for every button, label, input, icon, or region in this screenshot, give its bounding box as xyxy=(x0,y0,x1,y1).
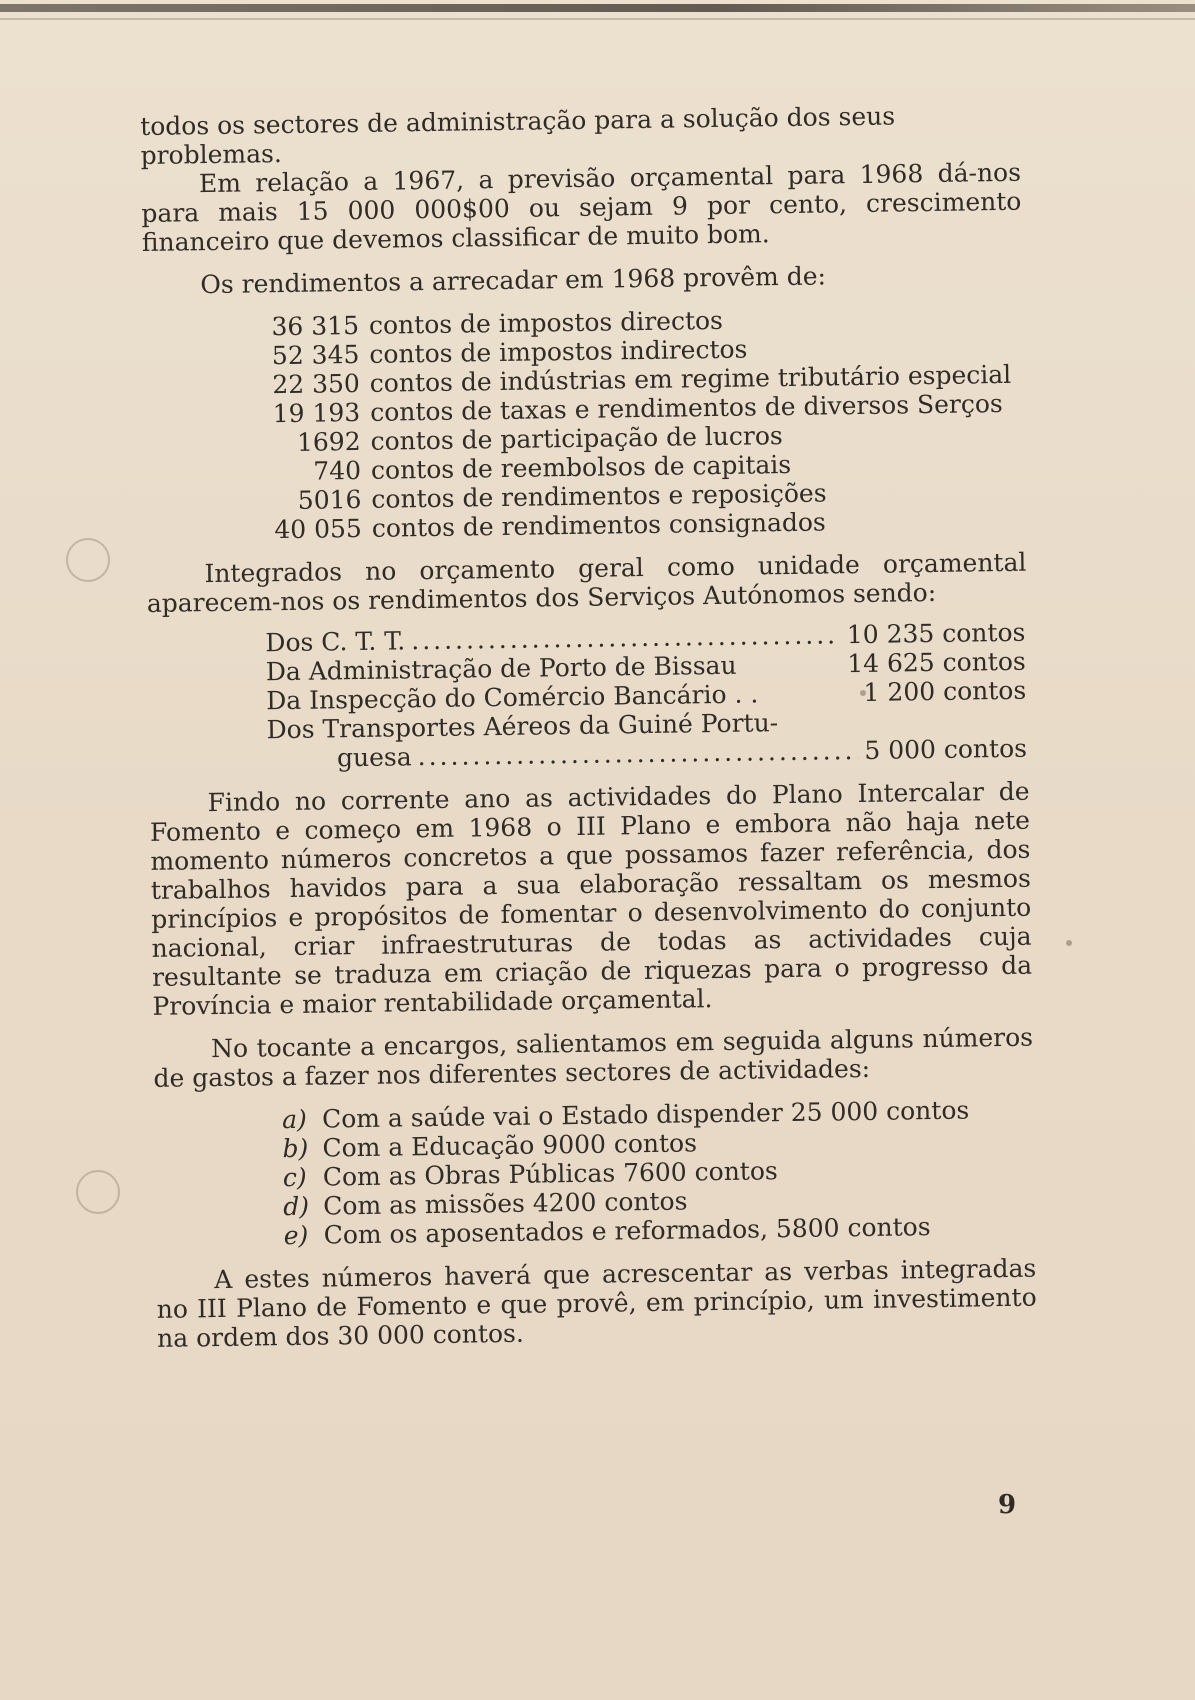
punch-hole-mark xyxy=(66,538,110,582)
paragraph-budget: Em relação a 1967, a previsão orçamental para 1968 dá-nos para mais 15 000 000$00 ou sejam 9 por cento, crescimento financeiro que devemos classificar de muito bom. xyxy=(141,157,1022,257)
service-name: Dos Transportes Aéreos da Guiné Portu- xyxy=(266,708,779,745)
revenue-amount: 19 193 xyxy=(272,397,361,429)
expense-letter: e) xyxy=(283,1220,309,1251)
revenue-text: contos de indústrias em regime tributário especial xyxy=(369,359,1012,398)
revenue-amount: 36 315 xyxy=(271,310,360,342)
paragraph-plano: Findo no corrente ano as actividades do Plano Intercalar de Fomento e começo em 1968 o III Plano e embora não haja nete momento números concretos a que possamos fazer referência, dos trabalhos havidos para a sua elaboração ressaltam os mesmos princípios e propósitos de fomentar o desenvolvimento do conjunto nacional, criar infraestruturas de todas as actividades cuja resultante se traduza em criação de riquezas para o progresso da Província e maior rentabilidade orçamental. xyxy=(149,776,1033,1021)
expense-text: Com as Obras Públicas 7600 contos xyxy=(322,1156,778,1192)
expense-letter: b) xyxy=(282,1133,309,1164)
dot-leader xyxy=(411,620,841,655)
revenue-text: contos de impostos indirectos xyxy=(369,334,748,369)
paragraph-revenues-intro: Os rendimentos a arrecadar em 1968 provêm de: xyxy=(200,261,827,300)
services-list xyxy=(265,618,1027,774)
expense-letter: a) xyxy=(281,1104,307,1135)
expense-list xyxy=(282,1095,1036,1250)
service-name: Da Inspecção do Comércio Bancário . . xyxy=(266,679,759,716)
paragraph-services-intro: Integrados no orçamento geral como unidade orçamental aparecem-nos os rendimentos dos Serviços Autónomos sendo: xyxy=(146,547,1027,618)
revenue-amount: 40 055 xyxy=(274,513,363,545)
dot-leader xyxy=(417,736,858,771)
revenue-list xyxy=(261,302,1026,545)
intro-line: todos os sectores de administração para a solução dos seus problemas. xyxy=(140,101,896,170)
revenue-amount: 740 xyxy=(313,455,362,486)
document-body xyxy=(140,100,1037,1353)
revenue-amount: 1692 xyxy=(296,426,361,457)
expense-text: Com as missões 4200 contos xyxy=(323,1186,688,1221)
revenue-text: contos de rendimentos consignados xyxy=(371,507,826,543)
service-name: Da Administração de Porto de Bissau xyxy=(265,650,737,687)
top-rule xyxy=(0,4,1195,12)
expense-text: Com a saúde vai o Estado dispender 25 000 contos xyxy=(321,1095,970,1134)
top-rule-thin xyxy=(0,18,1195,20)
revenue-amount: 22 350 xyxy=(272,368,361,400)
paragraph-final: A estes números haverá que acrescentar as verbas integradas no III Plano de Fomento e que provê, em princípio, um investimento na ordem dos 30 000 contos. xyxy=(156,1253,1037,1353)
service-name: guesa xyxy=(336,742,412,773)
service-amount: 14 625 contos xyxy=(847,646,1026,679)
service-name: Dos C. T. T. xyxy=(265,626,406,658)
revenue-text: contos de taxas e rendimentos de diversos Serços xyxy=(370,388,1003,427)
revenue-amount: 52 345 xyxy=(271,339,360,371)
revenue-text: contos de participação de lucros xyxy=(370,421,783,456)
expense-letter: d) xyxy=(283,1191,310,1222)
revenue-text: contos de reembolsos de capitais xyxy=(370,449,792,485)
service-amount: 5 000 contos xyxy=(864,733,1028,765)
service-amount: 1 200 contos xyxy=(863,675,1027,707)
revenue-text: contos de impostos directos xyxy=(368,305,724,340)
expense-text: Com a Educação 9000 contos xyxy=(322,1128,698,1163)
paragraph-encargos: No tocante a encargos, salientamos em seguida alguns números de gastos a fazer nos diferentes sectores de actividades: xyxy=(153,1022,1034,1093)
revenue-text: contos de rendimentos e reposições xyxy=(371,478,827,514)
page-number: 9 xyxy=(998,1490,1017,1520)
service-amount: 10 235 contos xyxy=(846,617,1026,650)
expense-text: Com os aposentados e reformados, 5800 contos xyxy=(323,1212,931,1250)
revenue-amount: 5016 xyxy=(297,484,362,515)
punch-hole-mark xyxy=(76,1170,120,1214)
paper-smudge xyxy=(1066,940,1072,946)
expense-letter: c) xyxy=(282,1162,307,1193)
